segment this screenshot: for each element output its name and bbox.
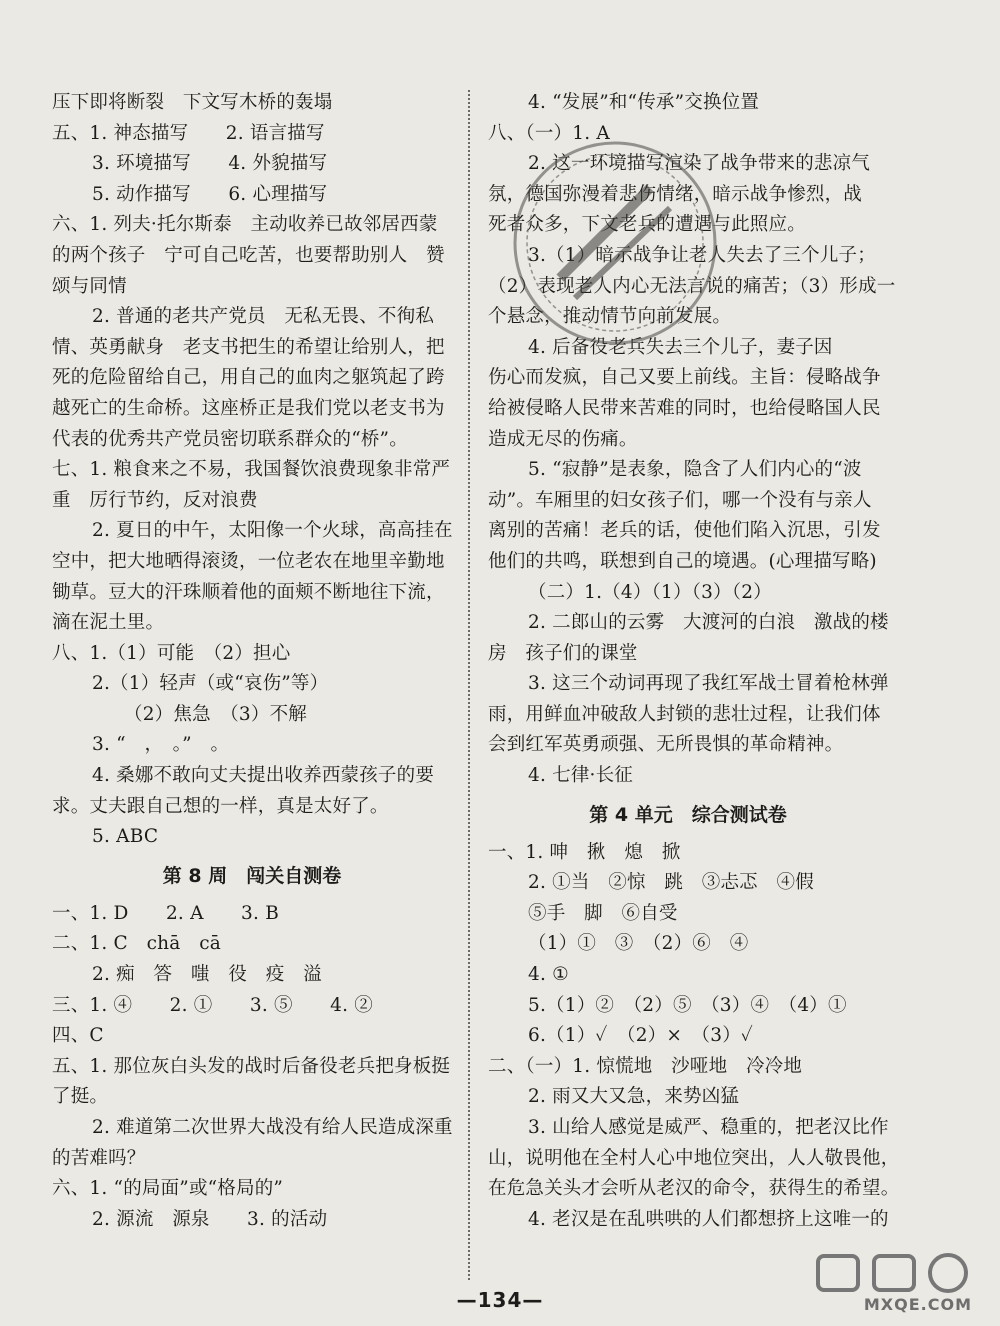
answer-line: 个悬念，推动情节向前发展。: [488, 306, 732, 328]
answer-line: 伤心而发疯，自己又要上前线。主旨：侵略战争: [488, 367, 881, 389]
answer-line: 2. 痴 答 嗤 役 疫 溢: [92, 964, 322, 986]
answer-line: 2. 难道第二次世界大战没有给人民造成深重: [92, 1117, 453, 1138]
answer-line: （1）① ③ （2）⑥ ④: [528, 933, 749, 955]
answer-line: 3.（1）暗示战争让老人失去了三个儿子；: [528, 244, 876, 266]
answer-line: 的两个孩子 宁可自己吃苦，也要帮助别人 赞: [52, 244, 445, 266]
answer-line: 山，说明他在全村人心中地位突出，人人敬畏他，: [488, 1147, 900, 1169]
watermark-text: MXQE.COM: [863, 1295, 972, 1314]
answer-line: 4. “发展”和“传承”交换位置: [528, 92, 760, 113]
answer-line: 代表的优秀共产党员密切联系群众的“桥”。: [52, 428, 408, 450]
right-column: [488, 88, 900, 1235]
answer-line: 2.（1）轻声（或“哀伤”等）: [92, 673, 329, 695]
answer-line: 越死亡的生命桥。这座桥正是我们党以老支书为: [52, 397, 445, 419]
answer-line: 4. 桑娜不敢向丈夫提出收养西蒙孩子的要: [92, 765, 435, 787]
answer-line: 七、1. 粮食来之不易，我国餐饮浪费现象非常严: [52, 459, 451, 481]
answer-line: 八、（一）1. A: [488, 122, 610, 144]
answer-line: （2）焦急 （3）不解: [124, 703, 307, 725]
answer-line: 动”。车厢里的妇女孩子们，哪一个没有与亲人: [488, 489, 872, 511]
answer-line: 三、1. ④ 2. ① 3. ⑤ 4. ②: [52, 994, 373, 1016]
answer-line: 一、1. 呻 揪 熄 掀: [488, 841, 681, 863]
answer-line: 六、1. 列夫·托尔斯泰 主动收养已故邻居西蒙: [52, 214, 438, 236]
column-divider: [468, 90, 470, 1280]
answer-line: 5.（1）② （2）⑤ （3）④ （4）①: [528, 994, 847, 1016]
answer-line: 房 孩子们的课堂: [488, 642, 638, 664]
answer-line: 重 厉行节约，反对浪费: [52, 489, 258, 511]
answer-line: 4. 七律·长征: [528, 765, 634, 787]
answer-line: 氛，德国弥漫着悲伤情绪，暗示战争惨烈，战: [488, 183, 863, 205]
answer-line: 2. 这一环境描写渲染了战争带来的悲凉气: [528, 153, 871, 175]
answer-line: 他们的共鸣，联想到自己的境遇。(心理描写略): [488, 550, 877, 572]
answer-line: 空中，把大地晒得滚烫，一位老农在地里辛勤地: [52, 550, 445, 572]
answer-line: 离别的苦痛！老兵的话，使他们陷入沉思，引发: [488, 520, 881, 542]
answer-line: 五、1. 那位灰白头发的战时后备役老兵把身板挺: [52, 1055, 451, 1077]
answer-line: 六、1. “的局面”或“格局的”: [52, 1178, 284, 1200]
answer-line: ⑤手 脚 ⑥自受: [528, 902, 678, 924]
answer-line: 情、英勇献身 老支书把生的希望让给别人，把: [52, 336, 445, 358]
answer-line: 死者众多，下文老兵的遭遇与此照应。: [488, 214, 806, 236]
answer-line: 了挺。: [52, 1086, 109, 1108]
section-heading: 第 8 周 闯关自测卷: [162, 864, 342, 887]
answer-line: 4. ①: [528, 964, 569, 986]
section-heading: 第 4 单元 综合测试卷: [589, 803, 787, 826]
answer-line: 6.（1）✓ （2）× （3）✓: [528, 1025, 754, 1047]
answer-line: 求。丈夫跟自己想的一样，真是太好了。: [52, 795, 389, 817]
answer-line: 2. 雨又大又急，来势凶猛: [528, 1086, 740, 1108]
answer-line: 3. 环境描写 4. 外貌描写: [92, 153, 328, 175]
answer-line: 3. 山给人感觉是威严、稳重的，把老汉比作: [528, 1117, 889, 1138]
answer-line: 2. 夏日的中午，太阳像一个火球，高高挂在: [92, 520, 453, 542]
left-column: [52, 88, 452, 1235]
answer-line: 4. 后备役老兵失去三个儿子，妻子因: [528, 336, 833, 358]
answer-line: （二）1.（4）（1）（3）（2）: [528, 581, 772, 603]
answer-line: 3. 这三个动词再现了我红军战士冒着枪林弹: [528, 673, 889, 695]
answer-line: 造成无尽的伤痛。: [488, 428, 638, 450]
answer-line: 雨，用鲜血冲破敌人封锁的悲壮过程，让我们体: [488, 703, 881, 725]
answer-line: 会到红军英勇顽强、无所畏惧的革命精神。: [488, 734, 844, 756]
answer-line: 死的危险留给自己，用自己的血肉之躯筑起了跨: [52, 367, 445, 389]
answer-line: 二、（一）1. 惊慌地 沙哑地 冷冷地: [488, 1055, 803, 1077]
answer-line: 3. “ ， 。” 。: [92, 734, 230, 756]
answer-line: 2. 二郎山的云雾 大渡河的白浪 激战的楼: [528, 612, 889, 634]
answer-line: 5. 动作描写 6. 心理描写: [92, 183, 328, 205]
answer-line: 压下即将断裂 下文写木桥的轰塌: [52, 92, 333, 113]
answer-line: 5. ABC: [92, 826, 159, 848]
answer-line: 2. 普通的老共产党员 无私无畏、不徇私: [92, 306, 435, 328]
answer-line: 在危急关头才会听从老汉的命令，获得生的希望。: [488, 1178, 900, 1200]
answer-line: 八、1.（1）可能 （2）担心: [52, 642, 291, 664]
answer-line: （2）表现老人内心无法言说的痛苦；（3）形成一: [488, 275, 896, 297]
answer-line: 五、1. 神态描写 2. 语言描写: [52, 122, 325, 144]
answer-line: 四、C: [52, 1025, 104, 1047]
answer-line: 5. “寂静”是表象，隐含了人们内心的“波: [528, 459, 862, 481]
answer-line: 颂与同情: [52, 275, 127, 297]
answer-line: 4. 老汉是在乱哄哄的人们都想挤上这唯一的: [528, 1208, 889, 1230]
answer-line: 一、1. D 2. A 3. B: [52, 902, 279, 924]
answer-line: 锄草。豆大的汗珠顺着他的面颊不断地往下流，: [52, 581, 445, 603]
answer-line: 2. ①当 ②惊 跳 ③忐忑 ④假: [528, 872, 814, 894]
answer-line: 滴在泥土里。: [52, 612, 165, 634]
answer-line: 2. 源流 源泉 3. 的活动: [92, 1208, 328, 1230]
answer-line: 的苦难吗？: [52, 1147, 146, 1169]
answer-line: 给被侵略人民带来苦难的同时，也给侵略国人民: [488, 397, 881, 419]
answer-line: 二、1. C chā cā: [52, 933, 221, 955]
page-number: —134—: [456, 1288, 544, 1312]
